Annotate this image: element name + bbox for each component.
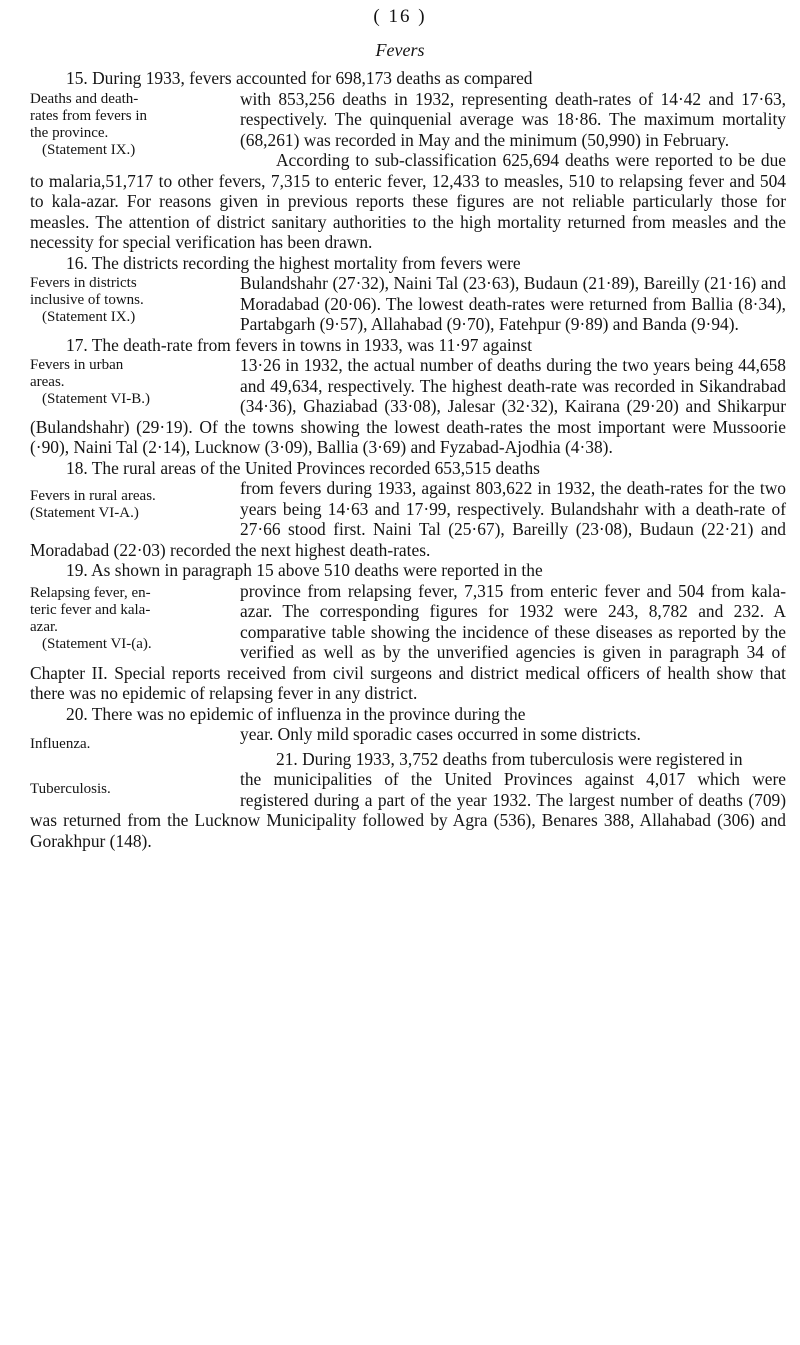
section-title: Fevers [375,40,425,60]
paragraph-20-body: year. Only mild sporadic cases occurred in some districts. [240,724,641,744]
paragraph-18-body: from fevers during 1933, against 803,622 in 1932, the death-rates for the two years being 14·63 and 17·99, respectively. Bulandshahr with a death-rate of 27·66 stood first. Naini Tal (25·67), Bareilly (23·08), Budaun (22·21) and Moradabad (22·03) recorded the next highest death-rates. [30,478,786,560]
paragraph-17-body: 13·26 in 1932, the actual number of deaths during the two years being 44,658 and 49,634, respectively. The highest death-rate was recorded in Sikandrabad (34·36), Ghaziabad (33·08), Jalesar (32·32), Kairana (29·20) and Shikarpur (Bulandshahr) (29·19). Of the towns showing the lowest death-rates the most important were Mussoorie (·90), Naini Tal (2·14), Lucknow (3·09), Ballia (3·69) and Fyzabad-Ajodhia (4·38). [30,355,786,457]
paragraph-19-body: province from relapsing fever, 7,315 from enteric fever and 504 from kala-azar. The corresponding figures for 1932 were 243, 8,782 and 232. A comparative table showing the incidence of these diseases as reported by the verified as well as by the unverified agencies is given in paragraph 34 of Chapter II. Special reports received from civil surgeons and district medical officers of health show that there was no epidemic of relapsing fever in any district. [30,580,786,703]
paragraph-15-lead: 15. During 1933, fevers accounted for 698,173 deaths as compared [66,68,533,88]
paragraph-15-body: with 853,256 deaths in 1932, representing death-rates of 14·42 and 17·63, respectively. The quinquenial average was 18·86. The maximum mortality (68,261) was recorded in May and the minimum (50,990) in February. [240,88,786,150]
margin-note-fevers-in-districts: Fevers in districts inclusive of towns. (Statement IX.) [30,275,144,325]
paragraph-16-body: Bulandshahr (27·32), Naini Tal (23·63), Budaun (21·89), Bareilly (21·16) and Moradabad (20·06). The lowest death-rates were returned from Ballia (8·34), Partabgarh (9·57), Allahabad (9·70), Fatehpur (9·89) and Banda (9·94). [240,273,786,334]
paragraph-21-lead: 21. During 1933, 3,752 deaths from tuberculosis were registered in [276,748,743,769]
margin-note-relapsing-fever: Relapsing fever, en- teric fever and kala- azar. (Statement VI-(a). [30,584,152,652]
paragraph-21-body: the municipalities of the United Provinces against 4,017 which were registered during a part of the year 1932. The largest number of deaths (709) was returned from the Lucknow Municipality followed by Agra (536), Benares 388, Allahabad (306) and Gorakhpur (148). [30,769,786,851]
margin-note-fevers-in-rural-areas: Fevers in rural areas. (Statement VI-A.) [30,488,156,521]
paragraph-17-lead: 17. The death-rate from fevers in towns in 1933, was 11·97 against [66,334,533,355]
margin-note-fevers-in-urban-areas: Fevers in urban areas. (Statement VI-B.) [30,357,151,407]
paragraph-18-lead: 18. The rural areas of the United Provinces recorded 653,515 deaths [66,457,540,478]
page-number: ( 16 ) [373,6,427,27]
paragraph-sub-classification: According to sub-classification 625,694 deaths were reported to be due to malaria,51,717 to other fevers, 7,315 to enteric fever, 12,433 to measles, 510 to relapsing fever and 504 to kala-azar. For reasons given in previous reports these figures are not reliable particularly those for measles. The attention of district sanitary authorities to the high mortality returned from measles and the necessity for special verification has been drawn. [30,150,786,252]
paragraph-16-lead: 16. The districts recording the highest mortality from fevers were [66,252,521,273]
margin-note-tuberculosis: Tuberculosis. [30,781,111,797]
document-body [30,68,786,851]
paragraph-20-lead: 20. There was no epidemic of influenza in the province during the [66,703,526,724]
margin-note-deaths-and-death-rates: Deaths and death- rates from fevers in the province. (Statement IX.) [30,90,148,158]
margin-note-influenza: Influenza. [30,736,91,752]
paragraph-19-lead: 19. As shown in paragraph 15 above 510 deaths were reported in the [66,560,543,580]
